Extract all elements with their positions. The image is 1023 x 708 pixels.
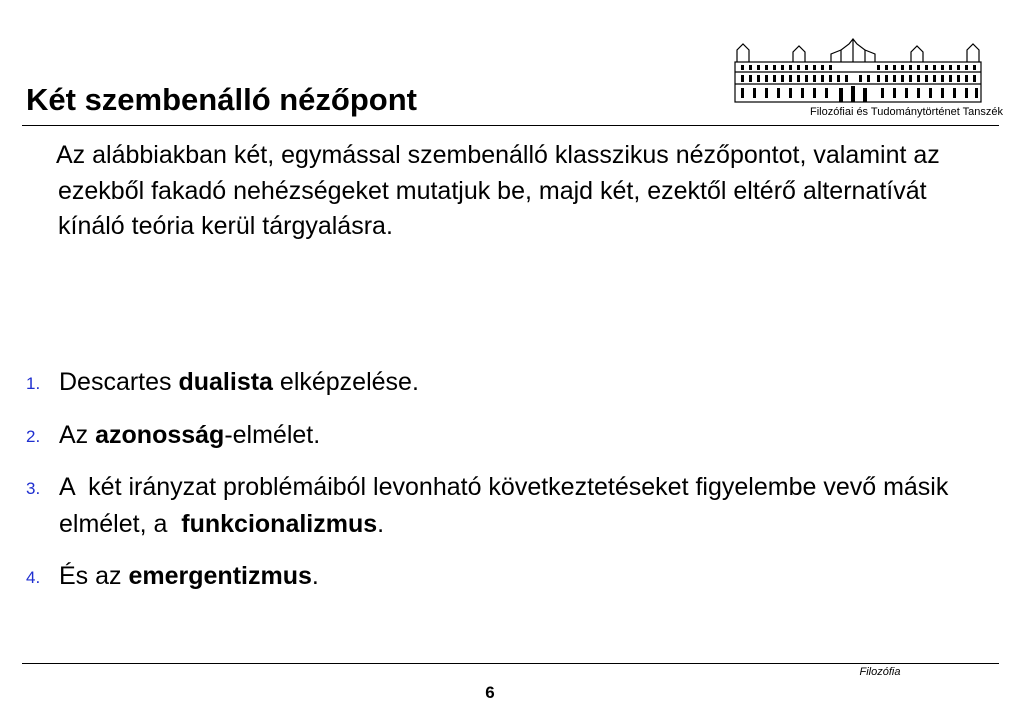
list-keyword: funkcionalizmus [181,509,378,538]
list-number: 2. [26,426,41,446]
list-item [18,417,978,454]
list-number: 1. [26,374,41,393]
header-rule [22,125,999,126]
list-keyword: dualista [178,368,273,396]
list-text: Descartes [59,368,179,396]
university-building-icon [733,38,983,104]
list-text: -elmélet. [224,420,321,449]
list-text: elképzelése. [272,368,419,396]
list-number: 4. [26,568,41,587]
list-item [18,469,978,542]
list-item [18,558,978,595]
list-text: . [311,562,319,590]
list-text: . [377,509,385,538]
intro-paragraph [40,138,980,245]
topic-list [18,364,978,613]
footer-label: Filozófia [859,666,901,678]
list-number: 3. [26,479,41,498]
slide-title: Két szembenálló nézőpont [26,82,417,117]
page-number: 6 [485,683,495,702]
list-keyword: azonosság [95,420,225,449]
footer-rule [22,663,999,664]
list-text: A két irányzat problémáiból levonható következtetéseket figyelembe vevő másik elmélet, a [59,473,956,538]
list-item [18,364,978,401]
department-name: Filozófiai és Tudománytörténet Tanszék [809,106,1003,118]
list-text: És az [59,562,129,590]
intro-text: Az alábbiakban két, egymással szembenálló klasszikus nézőpontot, valamint az ezekből fakadó nehézségeket mutatjuk be, majd két, ezektől eltérő alternatívát kínáló teória kerül tárgyalásra. [56,141,940,240]
list-keyword: emergentizmus [128,562,312,590]
list-text: Az [59,420,96,449]
